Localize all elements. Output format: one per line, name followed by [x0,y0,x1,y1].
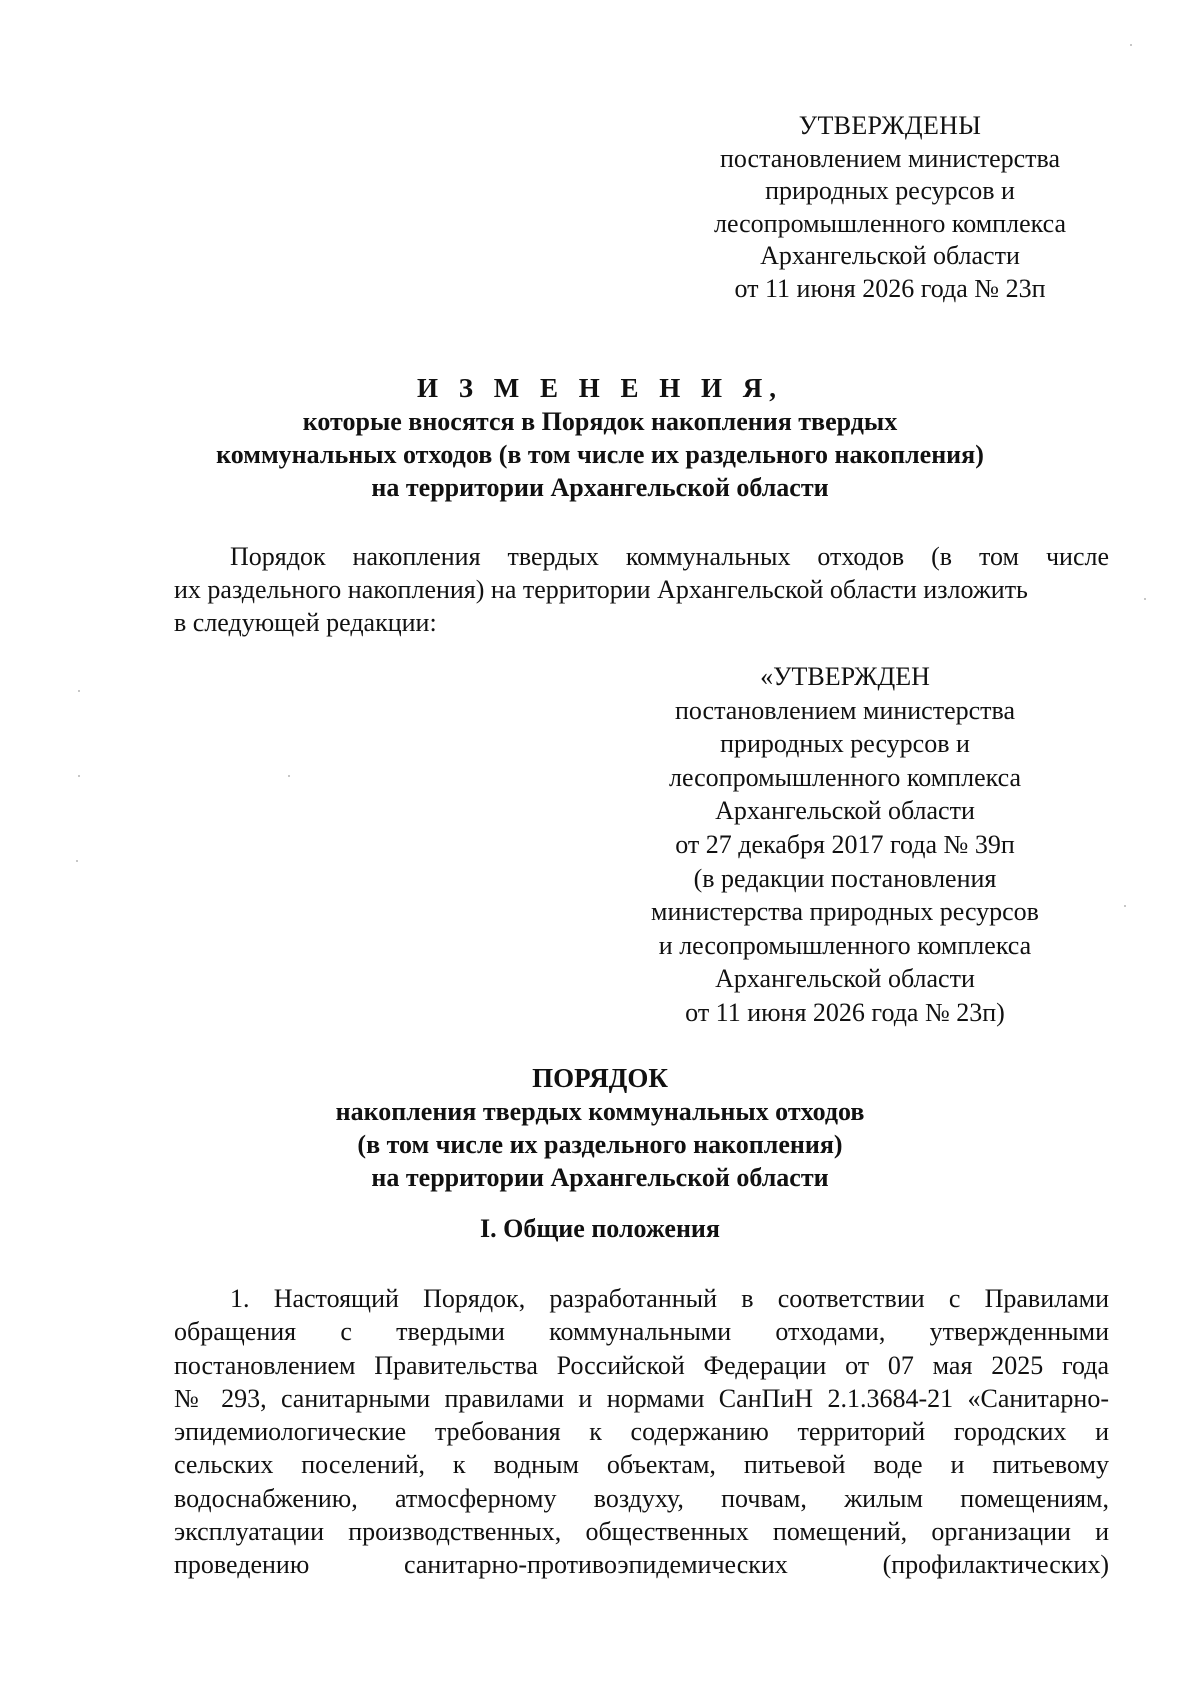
scan-speck [1144,598,1146,600]
intro-line: Порядок накопления твердых коммунальных отходов (в том числе [230,542,1109,571]
changes-heading: И З М Е Н Е Н И Я, [416,373,783,403]
paragraph-line: водоснабжению, атмосферному воздуху, почвам, жилым помещениям, [174,1483,1109,1513]
approval-heading: УТВЕРЖДЕНЫ [798,111,982,140]
order-title [250,1062,950,1194]
scan-speck [288,775,290,777]
section-heading: I. Общие положения [480,1214,720,1243]
approval-2-line: от 27 декабря 2017 года № 39п [675,829,1015,859]
order-title-line: (в том числе их раздельного накопления) [357,1130,843,1159]
scan-speck [78,690,80,692]
scan-speck [1124,905,1126,907]
approval-2-line: (в редакции постановления [693,863,997,893]
paragraph-line: 1. Настоящий Порядок, разработанный в соответствии с Правилами [230,1284,1109,1313]
intro-line: их раздельного накопления) на территории Архангельской области изложить [174,575,1028,604]
paragraph-line: постановлением Правительства Российской Федерации от 07 мая 2025 года [174,1350,1109,1380]
changes-title-line: коммунальных отходов (в том числе их раздельного накопления) [216,440,984,469]
paragraph-1 [174,1282,1109,1582]
paragraph-line: проведению санитарно-противоэпидемических (профилактических) [174,1550,1109,1580]
approval-line: от 11 июня 2026 года № 23п [734,273,1046,303]
approval-line: Архангельской области [760,241,1020,270]
approval-stamp-block [700,110,1080,305]
approval-line: лесопромышленного комплекса [713,208,1066,238]
approval-2-line: от 11 июня 2026 года № 23п) [685,997,1005,1027]
approval-2-line: министерства природных ресурсов [651,897,1039,927]
approval-2-line: Архангельской области [715,796,975,826]
approval-2-line: постановлением министерства [674,695,1016,725]
order-heading: ПОРЯДОК [532,1063,668,1093]
order-title-line: на территории Архангельской области [371,1163,829,1192]
changes-title-line: на территории Архангельской области [371,473,829,502]
order-title-line: накопления твердых коммунальных отходов [335,1097,865,1126]
approval-2-heading: «УТВЕРЖДЕН [760,662,930,691]
approval-2-line: и лесопромышленного комплекса [658,930,1032,960]
approval-line: постановлением министерства [719,143,1061,173]
scan-speck [1130,44,1132,46]
paragraph-line: сельских поселений, к водным объектам, питьевой воде и питьевому [174,1450,1109,1480]
scan-speck [78,775,80,777]
approval-2-line: лесопромышленного комплекса [668,762,1021,792]
intro-paragraph [174,540,1109,639]
approval-2-line: природных ресурсов и [720,729,970,759]
paragraph-line: обращения с твердыми коммунальными отходами, утвержденными [174,1317,1109,1347]
approval-line: природных ресурсов и [765,176,1015,205]
scan-speck [76,860,78,862]
intro-line: в следующей редакции: [174,608,437,637]
approval-2-line: Архангельской области [715,964,975,994]
paragraph-line: эпидемиологические требования к содержанию территорий городских и [174,1417,1109,1447]
changes-title [200,372,1000,504]
paragraph-line: № 293, санитарными правилами и нормами СанПиН 2.1.3684-21 «Санитарно- [174,1383,1109,1413]
changes-title-line: которые вносятся в Порядок накопления твердых [302,407,898,436]
approval-stamp-block-quoted [640,660,1050,1030]
paragraph-line: эксплуатации производственных, общественных помещений, организации и [174,1517,1109,1547]
